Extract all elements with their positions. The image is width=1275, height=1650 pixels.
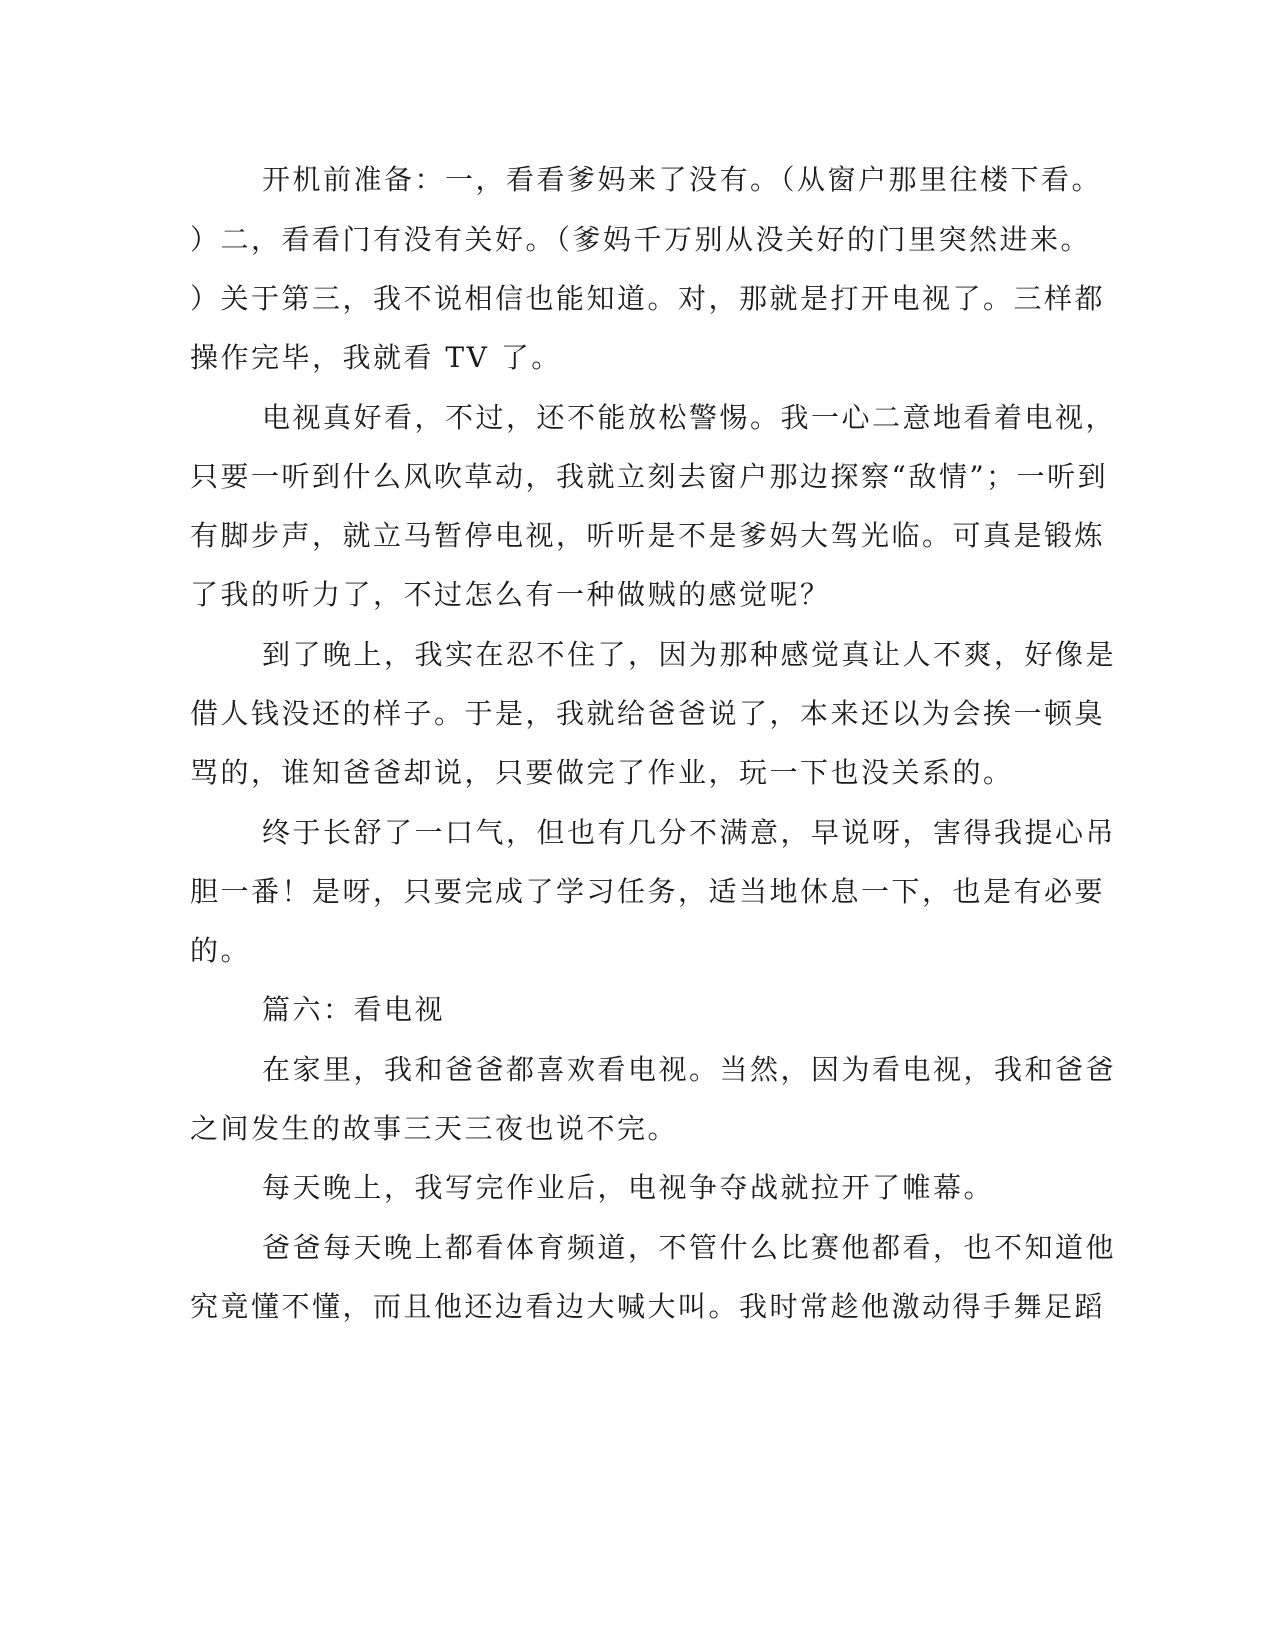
text-line: 胆一番！是呀，只要完成了学习任务，适当地休息一下，也是有必要 bbox=[190, 875, 1106, 908]
section-heading: 篇六：看电视 bbox=[262, 993, 446, 1026]
text-line: 了我的听力了，不过怎么有一种做贼的感觉呢？ bbox=[190, 578, 831, 611]
text-line: 开机前准备：一，看看爹妈来了没有。（从窗户那里往楼下看。 bbox=[262, 163, 1103, 196]
text-line: 有脚步声，就立马暂停电视，听听是不是爹妈大驾光临。可真是锻炼 bbox=[190, 519, 1106, 552]
text-line: 在家里，我和爸爸都喜欢看电视。当然，因为看电视，我和爸爸 bbox=[262, 1053, 1117, 1086]
text-line: 到了晚上，我实在忍不住了，因为那种感觉真让人不爽，好像是 bbox=[262, 638, 1117, 671]
text-line: 骂的，谁知爸爸却说，只要做完了作业，玩一下也没关系的。 bbox=[190, 756, 1014, 789]
text-line: 电视真好看，不过，还不能放松警惕。我一心二意地看着电视， bbox=[262, 401, 1117, 434]
text-line: 的。 bbox=[190, 934, 252, 967]
text-line: 每天晚上，我写完作业后，电视争夺战就拉开了帷幕。 bbox=[262, 1171, 995, 1204]
text-line: 终于长舒了一口气，但也有几分不满意，早说呀，害得我提心吊 bbox=[262, 816, 1117, 849]
text-line: 爸爸每天晚上都看体育频道，不管什么比赛他都看，也不知道他 bbox=[262, 1231, 1117, 1264]
text-line: ）二，看看门有没有关好。（爹妈千万别从没关好的门里突然进来。 bbox=[190, 223, 1092, 256]
text-line: 之间发生的故事三天三夜也说不完。 bbox=[190, 1112, 679, 1145]
text-line: 只要一听到什么风吹草动，我就立刻去窗户那边探察“敌情”；一听到 bbox=[190, 460, 1109, 493]
text-line: 操作完毕，我就看 TV 了。 bbox=[190, 341, 562, 374]
text-line: 借人钱没还的样子。于是，我就给爸爸说了，本来还以为会挨一顿臭 bbox=[190, 697, 1106, 730]
text-line: 究竟懂不懂，而且他还边看边大喊大叫。我时常趁他激动得手舞足蹈 bbox=[190, 1290, 1106, 1323]
text-line: ）关于第三，我不说相信也能知道。对，那就是打开电视了。三样都 bbox=[190, 282, 1106, 315]
